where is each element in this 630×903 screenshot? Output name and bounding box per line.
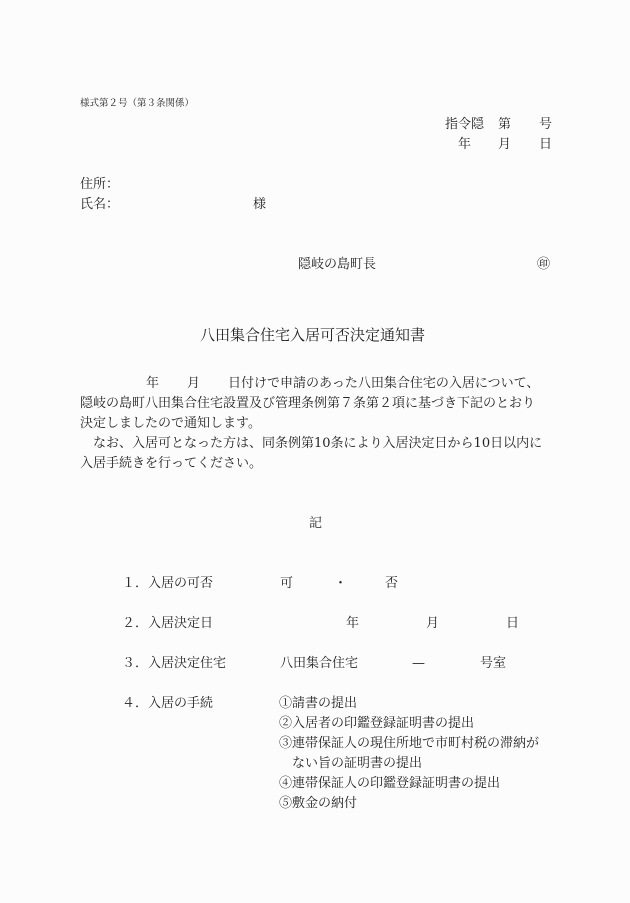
procedure-step: ②入居者の印鑑登録証明書の提出 [279, 716, 475, 731]
housing-dash: — [412, 656, 425, 671]
decision-day: 日 [506, 616, 520, 631]
reference-dai: 第 [498, 117, 512, 132]
address-label: 住所： [80, 177, 120, 192]
decision-month: 月 [426, 616, 440, 631]
approval-no: 否 [385, 576, 399, 591]
honorific: 様 [253, 197, 267, 212]
separator-dot: ・ [334, 576, 348, 591]
reference-prefix: 指令隠 [445, 117, 485, 132]
body-line2: 隠岐の島町八田集合住宅設置及び管理条例第７条第２項に基づき下記のとおり [80, 396, 536, 411]
issuer-name: 隠岐の島町長 [298, 257, 377, 272]
body-year: 年 [146, 376, 160, 391]
approval-yes: 可 [280, 576, 294, 591]
procedure-step: ない旨の証明書の提出 [279, 756, 423, 771]
procedure-step: ⑤敷金の納付 [279, 796, 358, 811]
date-year: 年 [458, 137, 472, 152]
procedure-step: ①請書の提出 [279, 696, 358, 711]
room-number-label: 号室 [480, 656, 507, 671]
body-line4: なお、入居可となった方は、同条例第10条により入居決定日から10日以内に [80, 436, 543, 451]
item-label: ４．入居の手続 [122, 696, 214, 711]
procedure-step: ④連帯保証人の印鑑登録証明書の提出 [279, 776, 501, 791]
ki-heading: 記 [309, 516, 323, 531]
item-label: ２．入居決定日 [122, 616, 214, 631]
document-title: 八田集合住宅入居可否決定通知書 [200, 326, 426, 344]
body-line1: 日付けで申請のあった八田集合住宅の入居について、 [228, 376, 540, 391]
item-label: ３．入居決定住宅 [122, 656, 227, 671]
body-line3: 決定しましたので通知します。 [80, 416, 261, 431]
name-label: 氏名： [80, 197, 120, 212]
body-month: 月 [187, 376, 201, 391]
procedure-step: ③連帯保証人の現住所地で市町村税の滞納が [279, 736, 540, 751]
seal-mark: ㊞ [537, 257, 551, 272]
date-day: 日 [539, 137, 553, 152]
item-label: １．入居の可否 [122, 576, 214, 591]
body-line5: 入居手続きを行ってください。 [80, 456, 263, 471]
housing-name: 八田集合住宅 [280, 656, 359, 671]
date-month: 月 [498, 137, 512, 152]
decision-year: 年 [346, 616, 360, 631]
form-number: 様式第２号（第３条関係） [80, 98, 195, 109]
reference-go: 号 [539, 117, 553, 132]
